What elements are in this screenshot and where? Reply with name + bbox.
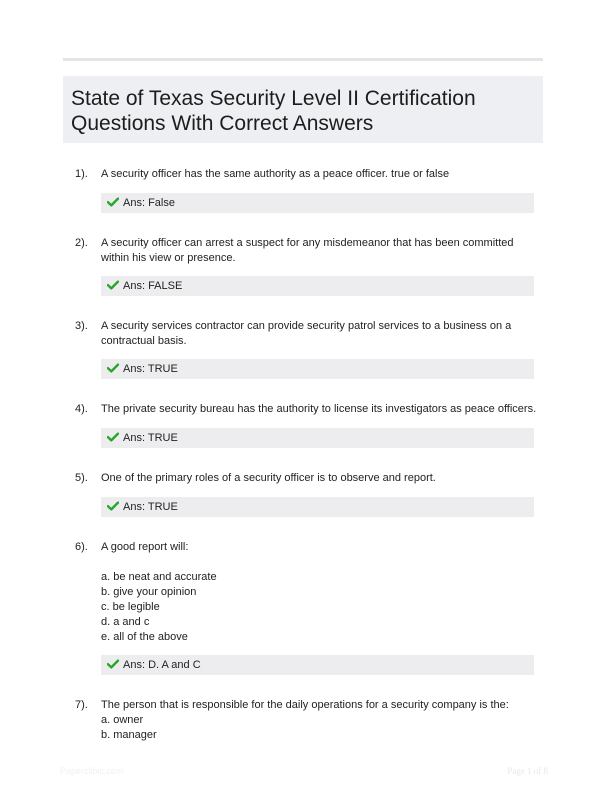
option-item: b. give your opinion (101, 586, 197, 598)
answer-box-5 (101, 497, 534, 517)
answer-box-1 (101, 193, 534, 213)
answer-text: Ans: TRUE (123, 432, 178, 444)
option-item: b. manager (101, 729, 157, 741)
question-number: 1). (75, 168, 88, 180)
question-number: 3). (75, 320, 88, 332)
question-stem: A good report will: (101, 541, 189, 553)
option-item: a. owner (101, 714, 144, 726)
top-divider (63, 58, 543, 61)
question-number: 5). (75, 472, 88, 484)
option-item: c. be legible (101, 601, 160, 613)
answer-text: Ans: FALSE (123, 280, 183, 292)
question-stem: The person that is responsible for the daily operations for a security company is the: (101, 699, 509, 711)
check-icon (107, 363, 119, 373)
option-item: a. be neat and accurate (101, 571, 217, 583)
answer-text: Ans: False (123, 197, 175, 209)
question-number: 6). (75, 541, 88, 553)
footer-watermark: Paperzlibic.com (60, 766, 124, 776)
question-text (101, 698, 541, 743)
answer-text: Ans: TRUE (123, 363, 178, 375)
answer-box-4 (101, 428, 534, 448)
answer-box-3 (101, 359, 534, 379)
check-icon (107, 432, 119, 442)
check-icon (107, 197, 119, 207)
option-list (101, 713, 541, 743)
option-item: d. a and c (101, 616, 150, 628)
question-text: A security officer has the same authority as a peace officer. true or false (101, 168, 450, 180)
answer-box-2 (101, 276, 534, 296)
title-panel (63, 76, 543, 143)
check-icon (107, 280, 119, 290)
check-icon (107, 501, 119, 511)
page-title: State of Texas Security Level II Certification Questions With Correct Answers (71, 87, 476, 135)
question-text: A security services contractor can provide security patrol services to a business on a contractual basis. (101, 320, 512, 347)
page-indicator: Page 1 of 8 (507, 766, 548, 776)
answer-box-6 (101, 655, 534, 675)
question-text: One of the primary roles of a security officer is to observe and report. (101, 472, 436, 484)
question-text (101, 540, 541, 645)
option-list (101, 570, 541, 645)
question-number: 2). (75, 237, 88, 249)
question-number: 4). (75, 403, 88, 415)
answer-text: Ans: TRUE (123, 501, 178, 513)
option-item: e. all of the above (101, 631, 188, 643)
answer-text: Ans: D. A and C (123, 659, 201, 671)
question-number: 7). (75, 699, 88, 711)
question-text: The private security bureau has the authority to license its investigators as peace officers. (101, 403, 537, 415)
check-icon (107, 659, 119, 669)
question-text: A security officer can arrest a suspect for any misdemeanor that has been committed within his view or presence. (101, 237, 514, 264)
